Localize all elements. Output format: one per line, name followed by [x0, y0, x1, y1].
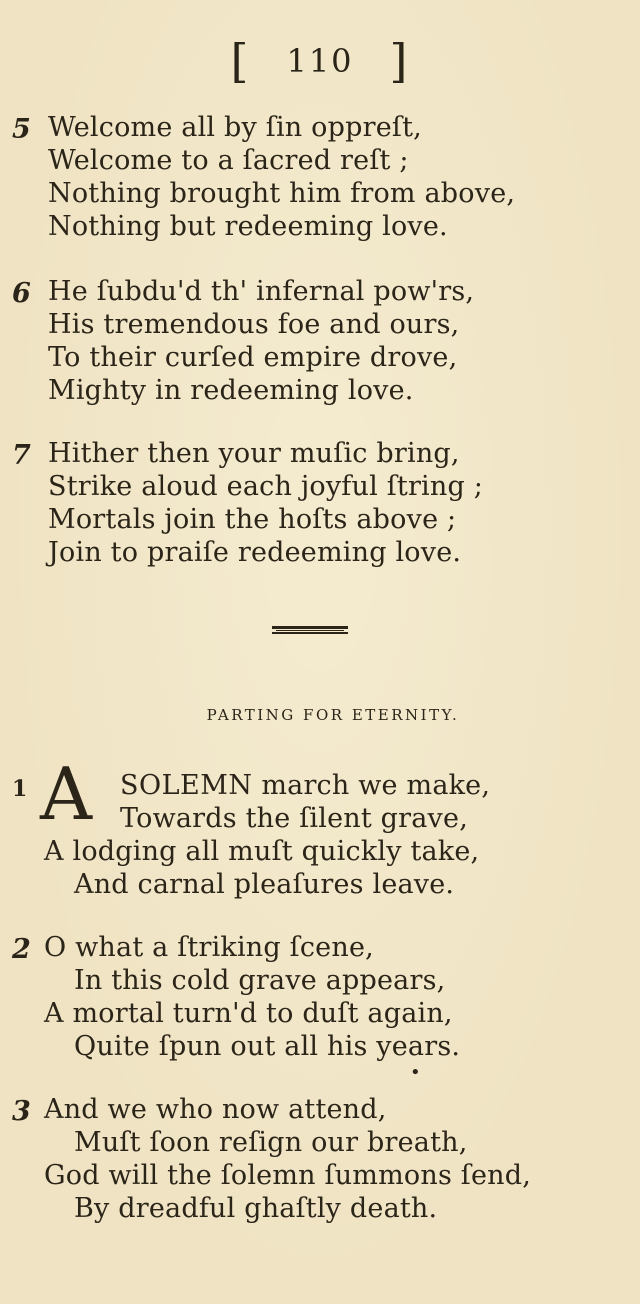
verse-line: Nothing brought him from above, [48, 178, 516, 209]
ink-mark: • [410, 1062, 421, 1083]
verse-line: And carnal pleaſures leave. [74, 869, 455, 900]
verse-line-first [120, 770, 490, 801]
verse-line: And we who now attend, [44, 1094, 387, 1125]
verse-line: Join to praiſe redeeming love. [48, 537, 462, 568]
stanza-number: 7 [12, 440, 31, 471]
page-header [0, 34, 640, 88]
stanza-number: 3 [12, 1096, 31, 1127]
bracket-open: [ [230, 34, 251, 88]
verse-line: Mortals join the hoſts above ; [48, 504, 457, 535]
stanza-number: 5 [12, 114, 31, 145]
verse-line: Hither then your muſic bring, [48, 438, 460, 469]
verse-line: His tremendous foe and ours, [48, 309, 460, 340]
drop-cap: A [40, 752, 92, 836]
verse-line: To their curſed empire drove, [48, 342, 458, 373]
verse-line: A mortal turn'd to duſt again, [44, 998, 453, 1029]
verse-line: He ſubdu'd th' infernal pow'rs, [48, 276, 475, 307]
verse-line: By dreadful ghaſtly death. [74, 1193, 438, 1224]
stanza-number: 1 [12, 776, 28, 802]
verse-line: Mighty in redeeming love. [48, 375, 414, 406]
page-number: 110 [286, 42, 354, 80]
hymn-title: PARTING FOR ETERNITY. [206, 706, 460, 724]
bracket-close: ] [389, 34, 410, 88]
verse-line: Welcome to a ſacred reſt ; [48, 145, 409, 176]
verse-line: Strike aloud each joyful ſtring ; [48, 471, 484, 502]
verse-line: God will the ſolemn ſummons ſend, [44, 1160, 532, 1191]
verse-line: Nothing but redeeming love. [48, 211, 448, 242]
verse-line: Muſt ſoon reſign our breath, [74, 1127, 468, 1158]
first-line-rest: march we make, [261, 770, 491, 801]
section-divider [272, 626, 348, 634]
verse-line: O what a ſtriking ſcene, [44, 932, 374, 963]
stanza-number: 6 [12, 278, 31, 309]
verse-line: Towards the ſilent grave, [120, 803, 468, 834]
first-word-caps: SOLEMN [120, 770, 253, 801]
verse-line: A lodging all muſt quickly take, [44, 836, 480, 867]
verse-line: Quite ſpun out all his years. [74, 1031, 461, 1062]
verse-line: In this cold grave appears, [74, 965, 446, 996]
verse-line: Welcome all by ſin oppreſt, [48, 112, 422, 143]
stanza-number: 2 [12, 934, 31, 965]
